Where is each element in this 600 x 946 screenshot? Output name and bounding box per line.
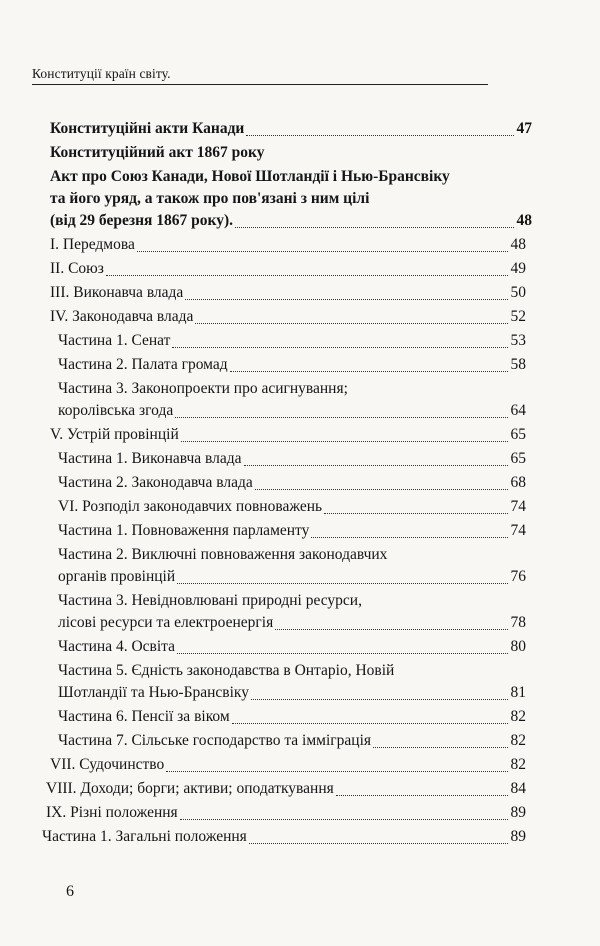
dot-leader [177,582,507,584]
toc-entry-page: 89 [510,828,526,845]
toc-entry-title: та його уряд, а також про пов'язані з ним цілі [50,190,370,207]
toc-entry [58,636,526,658]
dot-leader [255,488,508,490]
dot-leader [177,652,508,654]
dot-leader [175,416,507,418]
toc-entry [50,258,526,280]
toc-entry [50,234,526,256]
toc-entry [46,802,526,824]
toc-entry-page: 52 [510,308,526,325]
toc-entry-page: 68 [510,474,526,491]
toc-entry [58,590,526,634]
header-rule [32,84,488,85]
toc-entry [58,448,526,470]
dot-leader [251,698,508,700]
toc-entry-title: V. Устрій провінцій [50,426,179,443]
dot-leader [324,512,507,514]
toc-entry-title: IV. Законодавча влада [50,308,194,325]
toc-entry [58,706,526,728]
toc-entry-page: 53 [510,332,526,349]
toc-entry-page: 65 [510,426,526,443]
toc-entry-title: І. Передмова [50,236,135,253]
toc-entry-title: (від 29 березня 1867 року). [50,212,234,229]
dot-leader [275,628,507,630]
toc-entry [58,544,526,588]
toc-entry-page: 48 [510,236,526,253]
toc-entry [42,826,526,848]
dot-leader [244,464,508,466]
toc-entry [58,730,526,752]
toc-entry-title: ІІ. Союз [50,260,104,277]
toc-entry-title: ІІІ. Виконавча влада [50,284,184,301]
toc-entry-title: Конституційний акт 1867 року [50,144,265,161]
dot-leader [185,298,507,300]
toc-entry [50,754,526,776]
dot-leader [195,322,507,324]
toc-entry-title: Частина 7. Сільське господарство та імміграція [58,732,372,749]
dot-leader [180,818,508,820]
table-of-contents [0,118,600,850]
toc-entry-title: Частина 4. Освіта [58,638,175,655]
dot-leader [172,346,507,348]
toc-entry-page: 74 [510,498,526,515]
toc-entry-title: Частина 2. Законодавча влада [58,474,253,491]
toc-entry-page: 49 [510,260,526,277]
toc-entry-page: 82 [510,732,526,749]
toc-entry-page: 89 [510,804,526,821]
toc-entry-page: 58 [510,356,526,373]
toc-entry-title: Частина 1. Виконавча влада [58,450,242,467]
toc-entry-page: 47 [516,120,532,137]
toc-entry-page: 74 [510,522,526,539]
dot-leader [336,794,508,796]
toc-entry-title: Конституційні акти Канади [50,120,245,137]
toc-entry-page: 50 [510,284,526,301]
toc-entry [50,166,532,232]
toc-entry [58,378,526,422]
toc-entry [50,424,526,446]
dot-leader [249,842,508,844]
toc-entry-title: Частина 1. Загальні положення [42,828,247,845]
toc-entry-page: 78 [510,614,526,631]
toc-entry [46,778,526,800]
toc-entry-page: 82 [510,756,526,773]
toc-entry-title: Частина 2. Виключні повноваження законодавчих [58,546,388,563]
dot-leader [166,770,507,772]
page-number: 6 [66,883,74,900]
toc-entry-title: VII. Судочинство [50,756,165,773]
dot-leader [106,274,508,276]
toc-entry [50,306,526,328]
toc-entry-title: Частина 1. Сенат [58,332,171,349]
toc-entry-page: 65 [510,450,526,467]
toc-entry-page: 82 [510,708,526,725]
toc-entry-title: королівська згода [58,402,174,419]
toc-entry-title: IX. Різні положення [46,804,178,821]
toc-entry [58,496,526,518]
toc-entry [58,472,526,494]
toc-entry-title: VI. Розподіл законодавчих повноважень [58,498,323,515]
dot-leader [373,746,507,748]
toc-entry-page: 48 [516,212,532,229]
toc-entry-page: 76 [510,568,526,585]
toc-entry-title: Частина 2. Палата громад [58,356,228,373]
toc-entry [50,142,532,164]
toc-entry-title: органів провінцій [58,568,176,585]
dot-leader [137,250,508,252]
toc-entry-page: 81 [510,684,526,701]
dot-leader [181,440,508,442]
toc-entry [50,282,526,304]
dot-leader [230,370,508,372]
dot-leader [246,134,513,136]
toc-entry-page: 80 [510,638,526,655]
toc-entry [58,330,526,352]
toc-entry-title: лісові ресурси та електроенергія [58,614,274,631]
toc-entry-page: 84 [510,780,526,797]
toc-entry-page: 64 [510,402,526,419]
toc-entry [58,354,526,376]
toc-entry-title: VIII. Доходи; борги; активи; оподаткування [46,780,334,797]
toc-entry [58,520,526,542]
toc-entry [58,660,526,704]
dot-leader [232,722,508,724]
toc-entry-title: Частина 6. Пенсії за віком [58,708,230,725]
toc-entry-title: Частина 5. Єдність законодавства в Онтаріо, Новій [58,662,395,679]
running-header: Конституції країн світу. [32,66,171,81]
toc-entry-title: Шотландії та Нью-Брансвіку [58,684,249,701]
toc-entry-title: Акт про Союз Канади, Нової Шотландії і Нью-Брансвіку [50,168,450,185]
toc-entry-title: Частина 1. Повноваження парламенту [58,522,310,539]
toc-entry-title: Частина 3. Невідновлювані природні ресурси, [58,592,362,609]
dot-leader [311,536,507,538]
toc-entry [50,118,532,140]
dot-leader [235,226,513,228]
toc-entry-title: Частина 3. Законопроекти про асигнування; [58,380,348,397]
